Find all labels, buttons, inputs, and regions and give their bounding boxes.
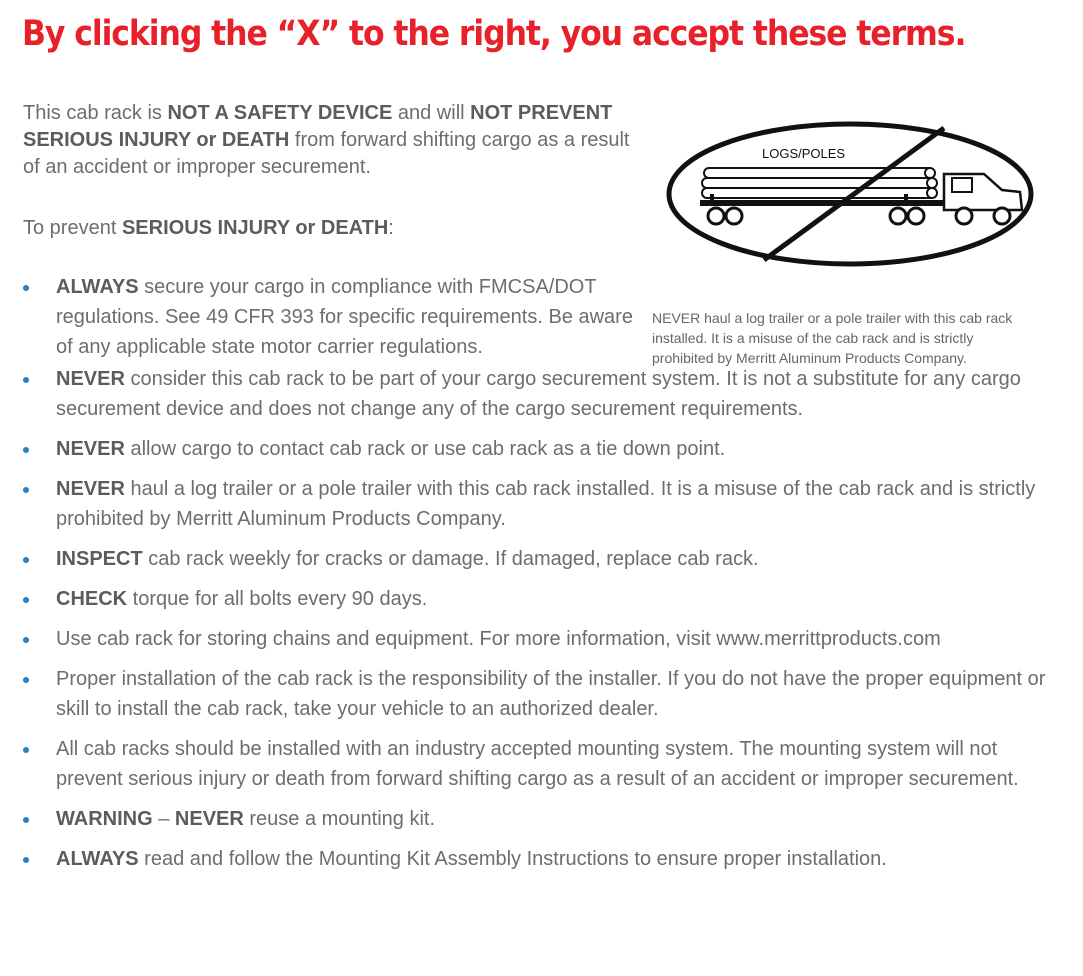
item-text: read and follow the Mounting Kit Assembly Instructions to ensure proper installation. [138,848,887,870]
list-item [23,584,1063,614]
figure-caption: NEVER haul a log trailer or a pole trailer with this cab rack installed. It is a misuse of the cab rack and is strictly prohibited by Merritt Aluminum Products Company. [652,310,1013,366]
prevent-paragraph [23,215,394,242]
item-text: cab rack weekly for cracks or damage. If damaged, replace cab rack. [142,548,759,570]
item-text: – [152,808,175,830]
list-item [23,364,1063,424]
list-item [23,474,1063,534]
item-keyword: ALWAYS [56,276,139,298]
list-item [23,664,1063,724]
item-keyword: NEVER [56,478,125,500]
intro-text: This cab rack is [23,102,168,124]
item-keyword: NEVER [56,368,125,390]
list-item [23,272,1063,362]
intro-text: and will [392,102,471,124]
bullet-icon [23,377,29,383]
list-item [23,804,1063,834]
item-keyword: WARNING [56,808,153,830]
bullet-icon [23,747,29,753]
list-item [23,624,1063,654]
item-keyword: NEVER [174,808,244,830]
item-keyword: CHECK [56,588,128,610]
bullet-icon [23,557,29,563]
list-item [23,844,1063,874]
bullet-icon [23,597,29,603]
item-keyword: NEVER [56,438,125,460]
intro-paragraph [23,100,643,181]
prevent-text: To prevent [23,217,122,239]
item-keyword: ALWAYS [56,848,139,870]
item-text: haul a log trailer or a pole trailer with this cab rack installed. It is a misuse of the cab rack and is strictly prohibited by Merritt Aluminum Products Company. [56,478,1036,530]
bullet-icon [23,857,29,863]
terms-heading: By clicking the “X” to the right, you accept these terms. [22,14,966,54]
item-text: torque for all bolts every 90 days. [127,588,428,610]
bullet-icon [23,447,29,453]
bullet-icon [23,487,29,493]
list-item [23,434,1063,464]
item-text: allow cargo to contact cab rack or use cab rack as a tie down point. [124,438,726,460]
prevent-bold: SERIOUS INJURY or DEATH [121,217,389,239]
intro-bold-not-safety: NOT A SAFETY DEVICE [167,102,393,124]
bullet-icon [23,677,29,683]
list-item [23,544,1063,574]
list-item [23,734,1063,794]
item-text: reuse a mounting kit. [243,808,436,830]
item-text: consider this cab rack to be part of your cargo securement system. It is not a substitute for any cargo securement device and does not change any of the cargo securement requirements. [56,368,1021,420]
intro-text: from forward shifting cargo as a result of an accident or improper securement. [23,129,630,178]
intro-bold-not-prevent: NOT PREVENT SERIOUS INJURY or DEATH [23,102,613,151]
bullet-icon [23,637,29,643]
bullet-icon [23,285,29,291]
bullet-icon [23,817,29,823]
safety-rules-list [23,272,1063,884]
item-keyword: INSPECT [56,548,143,570]
prevent-text: : [388,217,394,239]
item-text: Proper installation of the cab rack is the responsibility of the installer. If you do not have the proper equipment or skill to install the cab rack, take your vehicle to an authorized dealer. [56,668,1046,720]
sign-label: LOGS/POLES [762,146,846,161]
item-text: Use cab rack for storing chains and equipment. For more information, visit www.merrittproducts.com [56,628,941,650]
item-text: All cab racks should be installed with an industry accepted mounting system. The mounting system will not prevent serious injury or death from forward shifting cargo as a result of an accident or improper securement. [56,738,1019,790]
item-text: secure your cargo in compliance with FMCSA/DOT regulations. See 49 CFR 393 for specific requirements. Be aware of any applicable state motor carrier regulations. [56,276,633,358]
no-log-trailer-icon [666,118,1036,268]
